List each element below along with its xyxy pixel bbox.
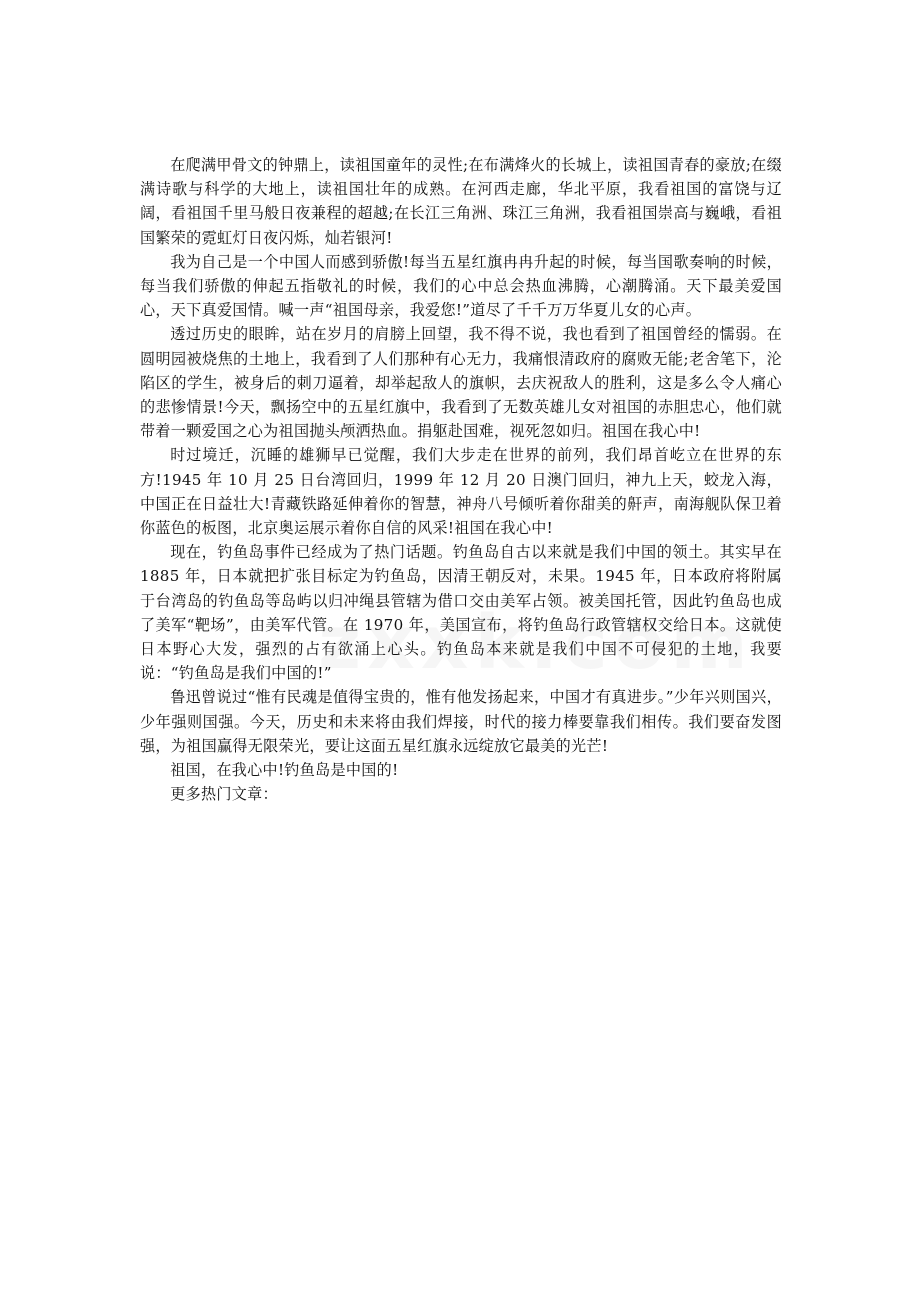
closing-line: 祖国，在我心中!钓鱼岛是中国的! [170, 761, 399, 780]
paragraph: 透过历史的眼眸，站在岁月的肩膀上回望，我不得不说，我也看到了祖国曾经的懦弱。在圆明园被烧焦的土地上，我看到了人们那种有心无力，我痛恨清政府的腐败无能;老舍笔下，沦陷区的学生，被身后的刺刀逼着，却举起敌人的旗帜，去庆祝敌人的胜利，这是多么令人痛心的悲惨情景!今天，飘扬空中的五星红旗中，我看到了无数英雄儿女对祖国的赤胆忠心，他们就带着一颗爱国之心为祖国抛头颅洒热血。捐躯赴国难，视死忽如归。祖国在我心中! [140, 325, 782, 441]
paragraph: 时过境迁，沉睡的雄狮早已觉醒，我们大步走在世界的前列，我们昂首屹立在世界的东方!1945 年 10 月 25 日台湾回归，1999 年 12 月 20 日澳门回归，神九上天，蛟龙入海，中国正在日益壮大!青藏铁路延伸着你的智慧，神舟八号倾听着你甜美的鼾声，南海舰队保卫着你蓝色的板图，北京奥运展示着你自信的风采!祖国在我心中! [140, 446, 782, 538]
article-body [140, 153, 782, 806]
paragraph: 鲁迅曾说过“惟有民魂是值得宝贵的，惟有他发扬起来，中国才有真进步。”少年兴则国兴，少年强则国强。今天，历史和未来将由我们焊接，时代的接力棒要靠我们相传。我们要奋发图强，为祖国赢得无限荣光，要让这面五星红旗永远绽放它最美的光芒! [140, 688, 782, 755]
paragraph: 我为自己是一个中国人而感到骄傲!每当五星红旗冉冉升起的时候，每当国歌奏响的时候，每当我们骄傲的伸起五指敬礼的时候，我们的心中总会热血沸腾，心潮腾涌。天下最美爱国心，天下真爱国情。喊一声“祖国母亲，我爱您!”道尽了千千万万华夏儿女的心声。 [140, 252, 782, 320]
more-articles-label: 更多热门文章： [170, 785, 278, 804]
paragraph: 在爬满甲骨文的钟鼎上，读祖国童年的灵性;在布满烽火的长城上，读祖国青春的豪放;在缀满诗歌与科学的大地上，读祖国壮年的成熟。在河西走廊，华北平原，我看祖国的富饶与辽阔，看祖国千里马般日夜兼程的超越;在长江三角洲、珠江三角洲，我看祖国崇高与巍峨，看祖国繁荣的霓虹灯日夜闪烁，灿若银河! [140, 156, 782, 247]
paragraph: 现在，钓鱼岛事件已经成为了热门话题。钓鱼岛自古以来就是我们中国的领土。其实早在 1885 年，日本就把扩张目标定为钓鱼岛，因清王朝反对，未果。1945 年，日本政府将附属于台湾岛的钓鱼岛等岛屿以归冲绳县管辖为借口交由美军占领。被美国托管，因此钓鱼岛也成了美军“靶场”，由美军代管。在 1970 年，美国宣布，将钓鱼岛行政管辖权交给日本。这就使日本野心大发，强烈的占有欲涌上心头。钓鱼岛本来就是我们中国不可侵犯的土地，我要说：“钓鱼岛是我们中国的!” [140, 543, 782, 683]
